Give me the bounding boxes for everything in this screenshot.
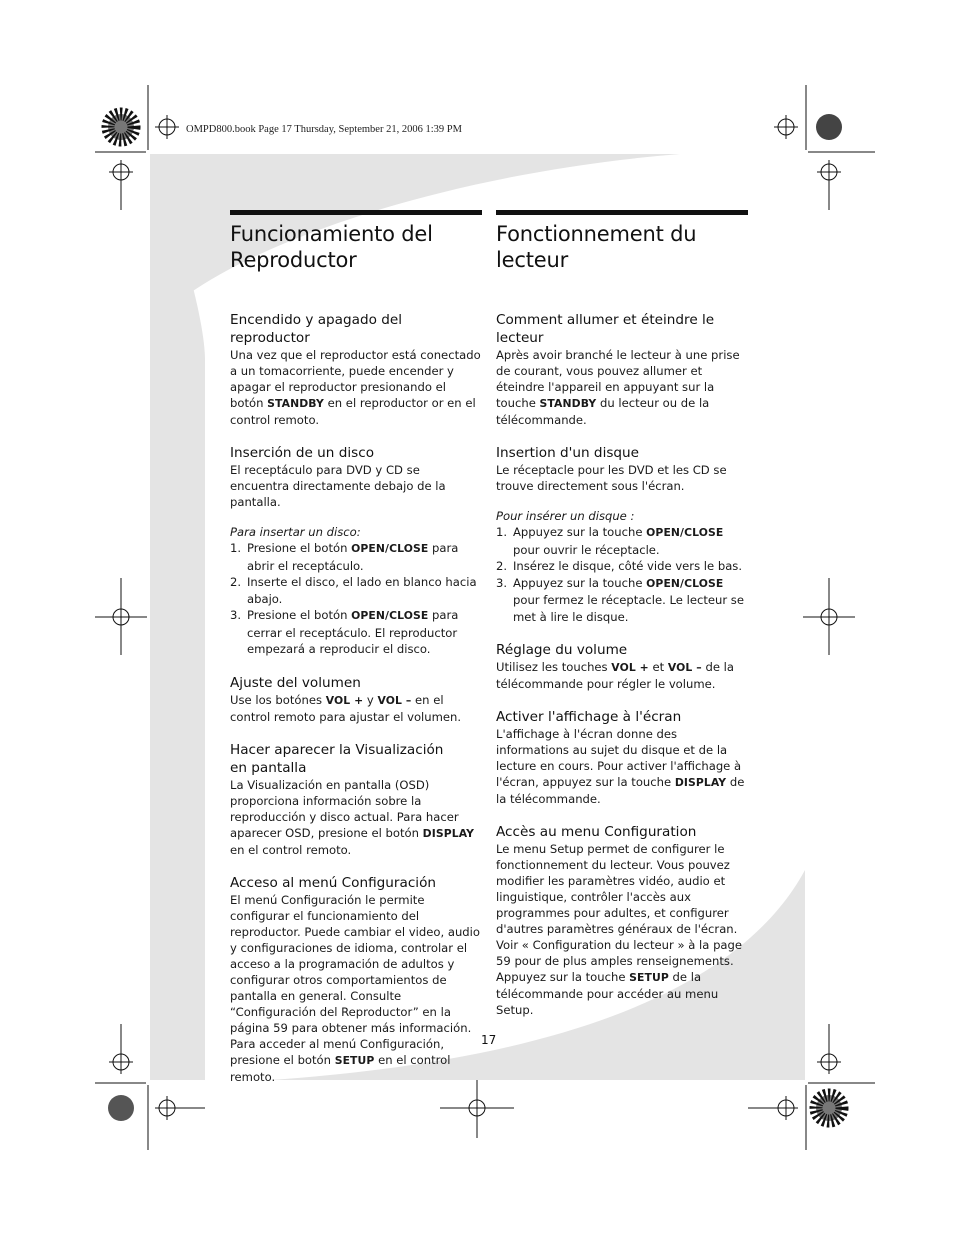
section-heading-disc: Inserción de un disco	[230, 445, 375, 461]
section-text-disc: Le réceptacle pour les DVD et les CD se trouve directement sous l'écran.	[496, 463, 727, 493]
section-text-power: Après avoir branché le lecteur à une prise de courant, vous pouvez allumer et éteindre l'appareil en appuyant sur la touche STANDBY du lecteur ou de la télécommande.	[496, 348, 740, 427]
section-text-osd: L'affichage à l'écran donne des informations au sujet du disque et de la lecture en cours. Pour activer l'affichage à l'écran, appuyez sur la touche DISPLAY de la télécommande.	[496, 727, 745, 806]
section-heading-power: Comment allumer et éteindre le lecteur	[496, 312, 715, 346]
section-heading-power: Encendido y apagado del reproductor	[230, 312, 402, 346]
section-heading-volume: Ajuste del volumen	[230, 674, 361, 691]
list-item: 3. Appuyez sur la touche OPEN/CLOSE pour fermez le réceptacle. Le lecteur se met à lire le disque.	[496, 575, 744, 624]
section-heading-setup: Accès au menu Configuration	[496, 824, 697, 840]
section-heading-setup: Acceso al menú Configuración	[230, 874, 437, 891]
subheading-insert-disc: Pour insérer un disque :	[496, 509, 635, 523]
page-title-spanish: Funcionamiento del Reproductor	[230, 222, 433, 272]
column-spanish	[230, 210, 482, 1094]
page-title-french: Fonctionnement du lecteur	[496, 222, 697, 272]
section-heading-osd: Activer l'affichage à l'écran	[496, 709, 682, 725]
steps-list	[230, 540, 482, 658]
section-text-volume: Use los botónes VOL + y VOL – en el control remoto para ajustar el volumen.	[230, 692, 462, 724]
section-text-power: Una vez que el reproductor está conectado a un tomacorriente, puede encender y apagar el reproductor presionando el botón STANDBY en el reproductor or en el control remoto.	[230, 348, 481, 427]
list-item: 2. Inserte el disco, el lado en blanco hacia abajo.	[230, 575, 477, 606]
section-text-disc: El receptáculo para DVD y CD se encuentra directamente debajo de la pantalla.	[230, 463, 446, 509]
keyword-standby: STANDBY	[267, 397, 324, 410]
print-header: OMPD800.book Page 17 Thursday, September 21, 2006 1:39 PM	[186, 124, 462, 135]
column-french	[496, 210, 748, 1027]
section-text-volume: Utilisez les touches VOL + et VOL – de la télécommande pour régler le volume.	[496, 660, 734, 691]
section-text-setup: Le menu Setup permet de configurer le fonctionnement du lecteur. Vous pouvez modifier les paramètres vidéo, audio et linguistique, contrôler l'accès aux programmes pour adultes, et configurer d'autres paramètres généraux de l'écran. Voir « Configuration du lecteur » à la page 59 pour de plus amples renseignements. Appuyez sur la touche SETUP de la télécommande pour accéder au menu Setup.	[496, 842, 743, 1017]
section-text-osd: La Visualización en pantalla (OSD) proporciona información sobre la reproducción y disco actual. Para hacer aparecer OSD, presione el botón DISPLAY en el control remoto.	[230, 777, 475, 857]
title-rule	[496, 210, 748, 215]
list-item: 1. Presione el botón OPEN/CLOSE para abrir el receptáculo.	[230, 541, 459, 573]
list-item: 2. Insérez le disque, côté vide vers le bas.	[496, 559, 743, 573]
list-item: 3. Presione el botón OPEN/CLOSE para cerrar el receptáculo. El reproductor empezará a reproducir el disco.	[230, 608, 459, 656]
page-number: 17	[481, 1033, 497, 1047]
title-rule	[230, 210, 482, 215]
section-heading-disc: Insertion d'un disque	[496, 445, 640, 461]
section-text-setup: El menú Configuración le permite configurar el funcionamiento del reproductor. Puede cambiar el video, audio y configuraciones de idioma, controlar el acceso a la programación de adultos y configurar otros comportamientos de pantalla en general. Consulte “Configuración del Reproductor” en la página 59 para obtener más información. Para acceder al menú Configuración, presione el botón SETUP en el control remoto.	[230, 892, 480, 1084]
list-item: 1. Appuyez sur la touche OPEN/CLOSE pour ouvrir le réceptacle.	[496, 525, 724, 557]
subheading-insert-disc: Para insertar un disco:	[230, 525, 361, 539]
section-heading-volume: Réglage du volume	[496, 642, 628, 658]
section-heading-osd: Hacer aparecer la Visualización en pantalla	[230, 741, 444, 776]
steps-list	[496, 524, 748, 625]
